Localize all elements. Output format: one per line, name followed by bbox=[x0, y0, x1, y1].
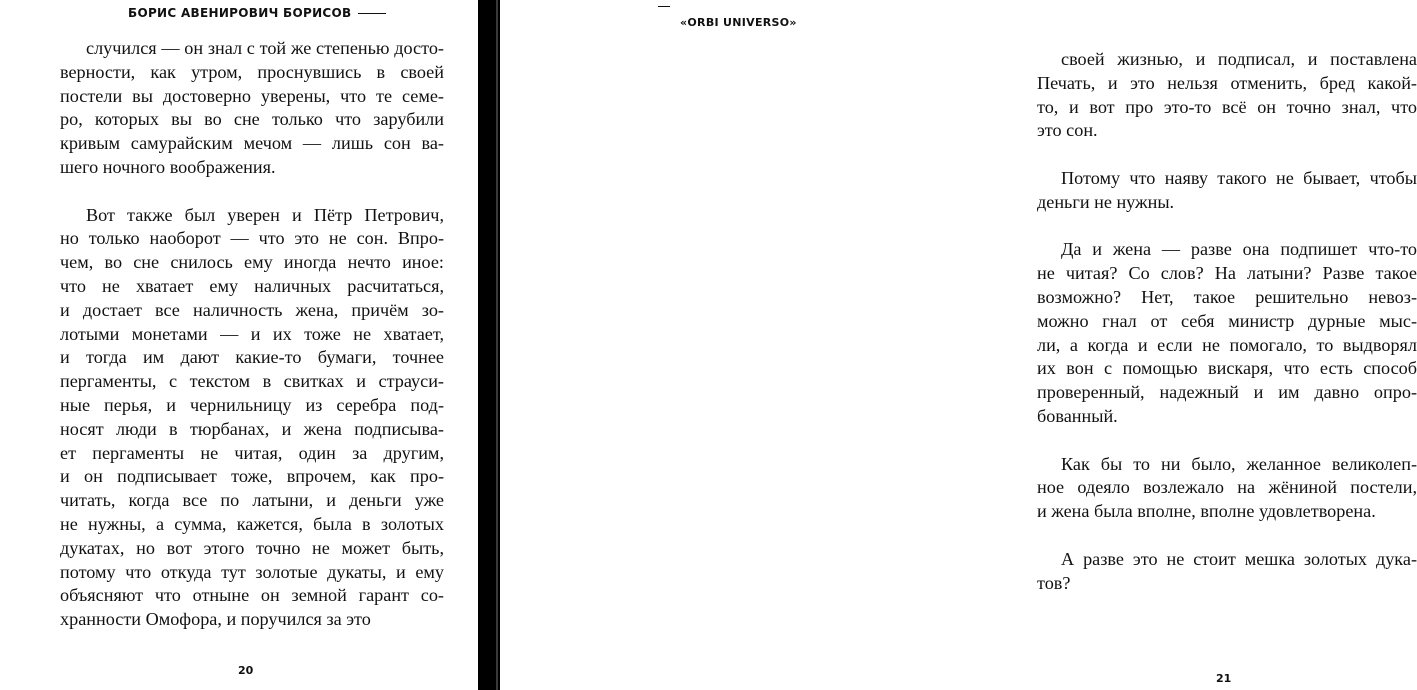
left-page-text bbox=[60, 37, 444, 632]
paragraph-gap bbox=[1037, 524, 1417, 548]
header-rule bbox=[658, 6, 670, 7]
text-line: носят люди в тюрбанах, и жена подписыва- bbox=[60, 418, 444, 439]
text-line: и достает все наличность жена, причём зо- bbox=[60, 299, 444, 320]
right-page-text bbox=[1037, 48, 1417, 595]
text-line: чем, во сне снилось ему иногда нечто иное: bbox=[60, 252, 444, 273]
text-line: ли, а когда и если не помогало, то выдворял bbox=[1037, 334, 1417, 355]
left-header-text: БОРИС АВЕНИРОВИЧ БОРИСОВ bbox=[128, 6, 352, 20]
right-page-number: 21 bbox=[1216, 672, 1232, 685]
text-line: постели вы достоверно уверены, что те семе- bbox=[60, 85, 444, 106]
text-line: Потому что наяву такого не бывает, чтобы bbox=[1061, 167, 1417, 188]
paragraph-gap bbox=[60, 180, 444, 204]
text-line: и жена была вполне, вполне удовлетворена. bbox=[1037, 501, 1376, 522]
paragraph-gap bbox=[1037, 215, 1417, 239]
text-line: ное одеяло возлежало на жёниной постели, bbox=[1037, 477, 1417, 498]
text-line: шего ночного воображения. bbox=[60, 156, 276, 177]
text-line: Как бы то ни было, желанное великолеп- bbox=[1061, 453, 1417, 474]
text-line: верности, как утром, проснувшись в своей bbox=[60, 61, 444, 82]
text-line: возможно? Нет, такое решительно невоз- bbox=[1037, 286, 1417, 307]
text-line: лотыми монетами — и их тоже не хватает, bbox=[60, 323, 444, 344]
text-line: своей жизнью, и подписал, и поставлена bbox=[1061, 49, 1417, 69]
text-line: то, и вот про это-то всё он точно знал, что bbox=[1037, 96, 1417, 117]
text-line: пергаменты, с текстом в свитках и страуси- bbox=[60, 371, 444, 392]
text-line: бованный. bbox=[1037, 405, 1118, 426]
text-line: Да и жена — разве она подпишет что-то bbox=[1061, 239, 1417, 260]
text-line: и тогда им дают какие-то бумаги, точнее bbox=[60, 347, 444, 368]
text-line: Печать, и это нельзя отменить, бред какой- bbox=[1037, 72, 1417, 93]
text-line: не читая? Со слов? На латыни? Разве такое bbox=[1037, 263, 1417, 284]
text-line: кривым самурайским мечом — лишь сон ва- bbox=[60, 133, 444, 154]
paragraph-gap bbox=[1037, 429, 1417, 453]
text-line: потому что откуда тут золотые дукаты, и ему bbox=[60, 561, 444, 582]
text-line: и он подписывает тоже, впрочем, как про- bbox=[60, 466, 444, 487]
text-line: проверенный, надежный и им давно опро- bbox=[1037, 382, 1417, 403]
right-header-text: «ORBI UNIVERSO» bbox=[680, 16, 797, 29]
text-line: дукатах, но вот этого точно не может быть, bbox=[60, 537, 444, 558]
text-line: Вот также был уверен и Пётр Петрович, bbox=[86, 204, 444, 225]
text-line: тов? bbox=[1037, 572, 1071, 593]
text-line: случился — он знал с той же степенью досто- bbox=[86, 38, 444, 58]
paragraph-gap bbox=[1037, 143, 1417, 167]
text-line: объясняют что отныне он земной гарант со- bbox=[60, 585, 444, 606]
text-line: не нужны, а сумма, кажется, была в золотых bbox=[60, 513, 444, 534]
text-line: хранности Омофора, и поручился за это bbox=[60, 609, 371, 630]
text-line: их вон с помощью вискаря, что есть способ bbox=[1037, 358, 1417, 379]
text-line: что не хватает ему наличных расчитаться, bbox=[60, 275, 444, 296]
text-line: ные перья, и чернильницу из серебра под- bbox=[60, 394, 444, 415]
text-line: читать, когда все по латыни, и деньги уже bbox=[60, 490, 444, 511]
left-running-header bbox=[128, 6, 386, 20]
text-line: деньги не нужны. bbox=[1037, 191, 1175, 212]
right-page bbox=[500, 0, 1417, 690]
text-line: можно гнал от себя министр дурные мыс- bbox=[1037, 310, 1417, 331]
text-line: это сон. bbox=[1037, 120, 1098, 141]
left-page-number: 20 bbox=[238, 664, 254, 677]
text-line: ро, которых вы во сне только что зарубили bbox=[60, 109, 444, 130]
left-page bbox=[0, 0, 478, 690]
text-line: А разве это не стоит мешка золотых дука- bbox=[1061, 548, 1417, 569]
text-line: но только наоборот — что это не сон. Впро- bbox=[60, 228, 444, 249]
book-spine bbox=[478, 0, 500, 690]
right-running-header bbox=[680, 16, 797, 29]
text-line: ет пергаменты не читая, один за другим, bbox=[60, 442, 444, 463]
header-rule bbox=[358, 13, 386, 14]
